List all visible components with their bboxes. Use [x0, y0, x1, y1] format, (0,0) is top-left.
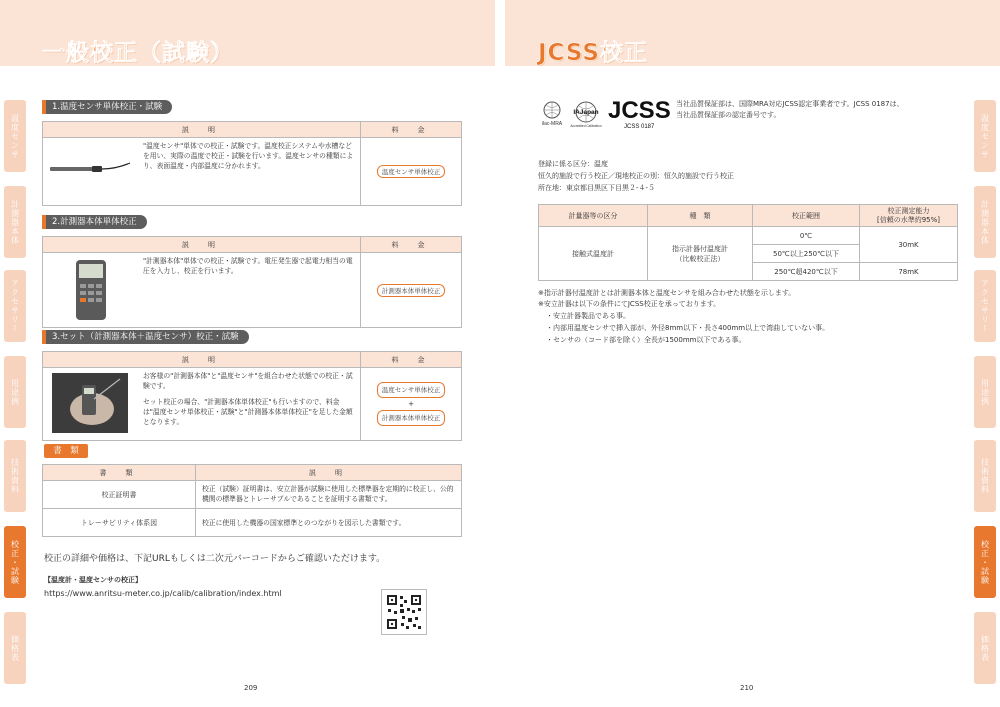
section2-description: "計測器本体"単体での校正・試験です。電圧発生器で起電力相当の電圧を入力し、校正を行います。 — [137, 253, 361, 328]
note-3: ・安立計器製品である事。 — [546, 312, 630, 320]
section3-col-price: 料 金 — [361, 352, 462, 368]
side-tab-price-left[interactable]: 価格表 — [4, 612, 26, 684]
instrument-image — [43, 253, 138, 328]
registration-address: 所在地：東京都目黒区下目黒２-４-５ — [538, 184, 656, 192]
set-calibration-image — [43, 368, 138, 441]
section1-col-desc: 説 明 — [43, 122, 361, 138]
iajapan-logo — [570, 100, 602, 128]
jcss-logo-number: JCSS 0187 — [624, 124, 655, 130]
side-tab-usage-right[interactable]: 用途例 — [974, 356, 996, 428]
section3-table — [42, 351, 462, 441]
docs-col-desc: 説 明 — [196, 465, 462, 481]
note-2: ※安立計器は以下の条件にてJCSS校正を承っております。 — [538, 300, 721, 308]
note-5: ・センサの（コード部を除く）全長が1500mm以下である事。 — [546, 336, 746, 344]
note-4: ・内部用温度センサで挿入部が、外径8mm以下・長さ400mm以上で湾曲していない事。 — [546, 324, 830, 332]
doc-desc-traceability: 校正に使用した機器の国家標準とのつながりを図示した書類です。 — [196, 509, 462, 537]
ilac-mra-logo — [538, 100, 566, 126]
section3-heading: 3.セット（計測器本体＋温度センサ）校正・試験 — [46, 330, 249, 344]
section2-col-desc: 説 明 — [43, 237, 361, 253]
doc-type-traceability: トレーサビリティ体系図 — [43, 509, 196, 537]
left-page-number: 209 — [244, 684, 258, 692]
side-tab-instrument-left[interactable]: 計測器本体 — [4, 186, 26, 258]
jcss-logo-j: JCSS — [608, 97, 671, 124]
accredited-calibration-text: Accredited Calibration — [570, 124, 602, 128]
section1-description: "温度センサ"単体での校正・試験です。温度校正システムや水槽などを用い、実際の温度で校正・試験を行います。温度センサの種類により、表面温度・内部温度に分かれます。 — [137, 138, 361, 206]
tag-instrument-calibration-2: 計測器本体単体校正 — [377, 410, 446, 426]
sensor-probe-image — [43, 138, 138, 206]
side-tab-sensor-left[interactable]: 温度センサ — [4, 100, 26, 172]
side-tab-instrument-right[interactable]: 計測器本体 — [974, 186, 996, 258]
jcss-kind-line2: （比較校正法） — [675, 254, 725, 263]
section2-col-price: 料 金 — [361, 237, 462, 253]
jcss-range-50-250: 50℃以上250℃以下 — [753, 245, 860, 263]
section1-col-price: 料 金 — [361, 122, 462, 138]
registration-facility: 恒久的施設で行う校正／現地校正の別：恒久的施設で行う校正 — [538, 172, 734, 180]
ilac-mra-logo-text: ilac-MRA — [541, 121, 563, 127]
side-tab-usage-left[interactable]: 用途例 — [4, 356, 26, 428]
side-tab-accessory-right[interactable]: アクセサリー — [974, 270, 996, 342]
side-tab-accessory-left[interactable]: アクセサリー — [4, 270, 26, 342]
jcss-category-cell: 接触式温度計 — [539, 227, 648, 281]
jcss-capability-30mk: 30mK — [860, 227, 958, 263]
section1-heading: 1.温度センサ単体校正・試験 — [46, 100, 172, 114]
side-tab-calibration-left[interactable]: 校正・試験 — [4, 526, 26, 598]
jcss-capability-table — [538, 204, 958, 281]
section3-description-2: セット校正の場合、"計測器本体単体校正"も行いますので、料金は"温度センサ単体校正・試験"と"計測器本体単体校正"を足した金額となります。 — [143, 398, 353, 426]
doc-desc-certificate: 校正（試験）証明書は、安立計器が試験に使用した標準器を定期的に校正し、公的機関の標準器とトレーサブルであることを証明する書類です。 — [196, 481, 462, 509]
side-tab-price-right[interactable]: 価格表 — [974, 612, 996, 684]
jcss-col-category: 計量器等の区分 — [539, 205, 648, 227]
link-label: 【温度計・温度センサの校正】 — [44, 576, 142, 584]
left-page-title: 一般校正（試験） — [42, 40, 234, 66]
jcss-col-range: 校正範囲 — [753, 205, 860, 227]
qr-code[interactable] — [381, 589, 427, 635]
iajapan-logo-text: IAJapan — [573, 109, 599, 116]
side-tab-tech-left[interactable]: 技術資料 — [4, 440, 26, 512]
side-tab-sensor-right[interactable]: 温度センサ — [974, 100, 996, 172]
calibration-url-link[interactable]: https://www.anritsu-meter.co.jp/calib/calibration/index.html — [44, 589, 282, 598]
side-tab-calibration-right[interactable]: 校正・試験 — [974, 526, 996, 598]
jcss-capability-78mk: 78mK — [860, 263, 958, 281]
documents-table — [42, 464, 462, 537]
tag-sensor-calibration: 温度センサ単体校正 — [377, 165, 446, 178]
jcss-kind-line1: 指示計器付温度計 — [672, 244, 728, 253]
jcss-range-250-420: 250℃超420℃以下 — [753, 263, 860, 281]
docs-col-type: 書 類 — [43, 465, 196, 481]
section2-table — [42, 236, 462, 328]
side-tab-tech-right[interactable]: 技術資料 — [974, 440, 996, 512]
note-1: ※指示計器付温度計とは計測器本体と温度センサを組み合わせた状態を示します。 — [538, 289, 796, 297]
plus-sign: + — [408, 400, 414, 408]
right-page-number: 210 — [740, 684, 754, 692]
right-page-title: JCSS校正 — [538, 40, 648, 66]
jcss-intro-line1: 当社品質保証部は、国際MRA対応JCSS認定事業者です。JCSS 0187は、 — [676, 100, 904, 108]
jcss-logo — [606, 96, 671, 130]
doc-type-certificate: 校正証明書 — [43, 481, 196, 509]
jcss-col-capability: 校正測定能力 — [887, 206, 930, 215]
section3-description-1: お客様の"計測器本体"と"温度センサ"を組合わせた状態での校正・試験です。 — [143, 372, 353, 390]
jcss-range-0c: 0℃ — [753, 227, 860, 245]
jcss-col-confidence: [信頼の水準約95%] — [876, 215, 941, 224]
contact-text: 校正の詳細や価格は、下記URLもしくは二次元バーコードからご確認いただけます。 — [44, 554, 386, 564]
jcss-col-kind: 種 類 — [648, 205, 753, 227]
registration-category: 登録に係る区分：温度 — [538, 160, 608, 168]
section2-heading: 2.計測器本体単体校正 — [46, 215, 147, 229]
tag-instrument-calibration: 計測器本体単体校正 — [377, 284, 446, 297]
jcss-intro-line2: 当社品質保証部の認定番号です。 — [676, 111, 781, 119]
section1-table — [42, 121, 462, 206]
tag-sensor-calibration-2: 温度センサ単体校正 — [377, 382, 446, 398]
section3-col-desc: 説 明 — [43, 352, 361, 368]
documents-heading: 書 類 — [44, 444, 88, 458]
